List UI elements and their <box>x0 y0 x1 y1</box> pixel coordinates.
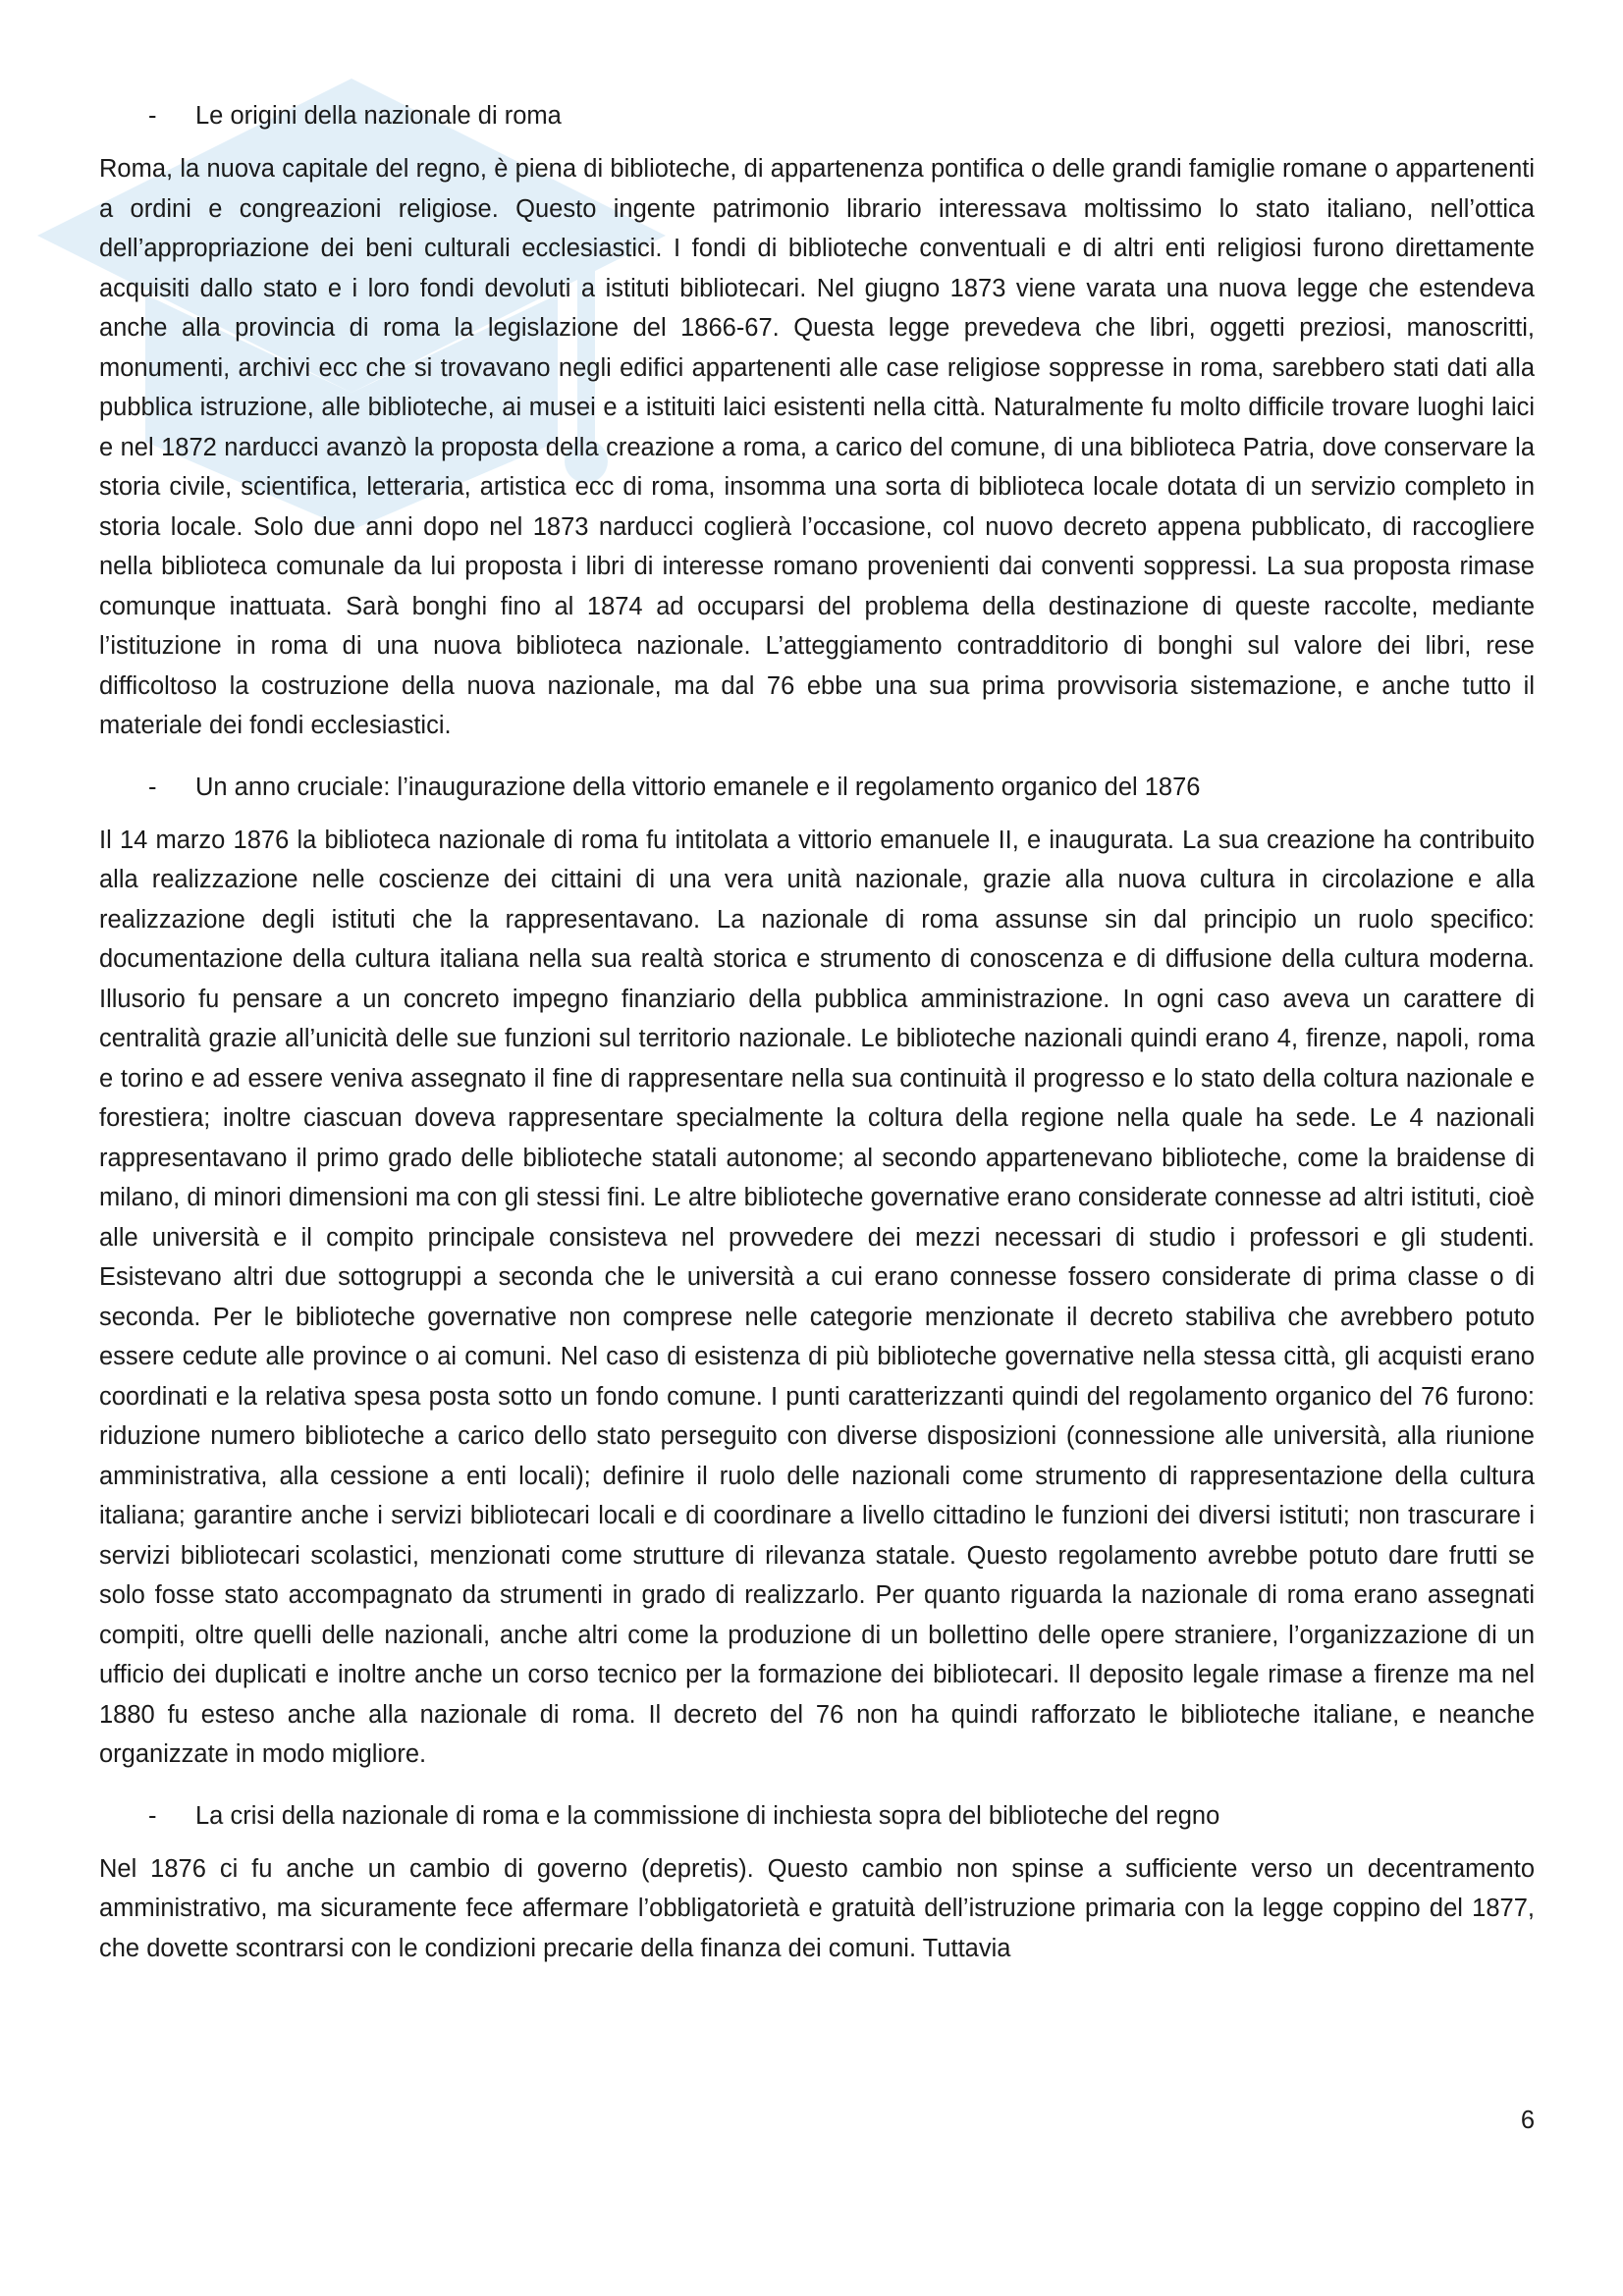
section-heading-3 <box>99 1796 1535 1836</box>
section-paragraph-3: Nel 1876 ci fu anche un cambio di governo (depretis). Questo cambio non spinse a sufficiente verso un decentramento amministrativo, ma sicuramente fece affermare l’obbligatorietà e gratuità dell’istruzione primaria con la legge coppino del 1877, che dovette scontrarsi con le condizioni precarie della finanza dei comuni. Tuttavia <box>99 1854 1535 1962</box>
page-number: 6 <box>1520 2107 1535 2134</box>
heading-bullet: - <box>148 102 157 130</box>
heading-text: Un anno cruciale: l’inaugurazione della vittorio emanele e il regolamento organico del 1876 <box>195 773 1201 801</box>
section-heading-1 <box>99 96 1535 135</box>
section-paragraph-2: Il 14 marzo 1876 la biblioteca nazionale di roma fu intitolata a vittorio emanuele II, e inaugurata. La sua creazione ha contribuito alla realizzazione nelle coscienze dei cittaini di una vera unità nazionale, grazie alla nuova cultura in circolazione e alla realizzazione degli istituti che la rappresentavano. La nazionale di roma assunse sin dal principio un ruolo specifico: documentazione della cultura italiana nella sua realtà storica e strumento di conoscenza e di diffusione della cultura moderna. Illusorio fu pensare a un concreto impegno finanziario della pubblica amministrazione. In ogni caso aveva un carattere di centralità grazie all’unicità delle sue funzioni sul territorio nazionale. Le biblioteche nazionali quindi erano 4, firenze, napoli, roma e torino e ad essere veniva assegnato il fine di rappresentare nella sua continuità il progresso e lo stato della coltura nazionale e forestiera; inoltre ciascuan doveva rappresentare specialmente la coltura della regione nella quale ha sede. Le 4 nazionali rappresentavano il primo grado delle biblioteche statali autonome; al secondo appartenevano biblioteche, come la braidense di milano, di minori dimensioni ma con gli stessi fini. Le altre biblioteche governative erano considerate connesse ad altri istituti, cioè alle università e il compito principale consisteva nel provvedere dei mezzi necessari di studio i professori e gli studenti. Esistevano altri due sottogruppi a seconda che le università a cui erano connesse fossero considerate di prima classe o di seconda. Per le biblioteche governative non comprese nelle categorie menzionate il decreto stabiliva che avrebbero potuto essere cedute alle province o ai comuni. Nel caso di esistenza di più biblioteche governative nella stessa città, gli acquisti erano coordinati e la relativa spesa posta sotto un fondo comune. I punti caratterizzanti quindi del regolamento organico del 76 furono: riduzione numero biblioteche a carico dello stato perseguito con diverse disposizioni (connessione alle università, alla riunione amministrativa, alla cessione a enti locali); definire il ruolo delle nazionali come strumento di rappresentazione della cultura italiana; garantire anche i servizi bibliotecari locali e di coordinare a livello cittadino le funzioni dei diversi istituti; non trascurare i servizi bibliotecari scolastici, menzionati come strutture di rilevanza statale. Questo regolamento avrebbe potuto dare frutti se solo fosse stato accompagnato da strumenti in grado di realizzarlo. Per quanto riguarda la nazionale di roma erano assegnati compiti, oltre quelli delle nazionali, anche altri come la produzione di un bollettino delle opere straniere, l’organizzazione di un ufficio dei duplicati e inoltre anche un corso tecnico per la formazione dei bibliotecari. Il deposito legale rimase a firenze ma nel 1880 fu esteso anche alla nazionale di roma. Il decreto del 76 non ha quindi rafforzato le biblioteche italiane, e neanche organizzate in modo migliore. <box>99 826 1535 1768</box>
document-body <box>99 96 1535 1990</box>
heading-bullet: - <box>148 773 157 801</box>
heading-bullet: - <box>148 1801 157 1830</box>
heading-text: Le origini della nazionale di roma <box>195 102 562 130</box>
heading-text: La crisi della nazionale di roma e la commissione di inchiesta sopra del biblioteche del regno <box>195 1801 1220 1830</box>
section-heading-2 <box>99 768 1535 807</box>
section-paragraph-1: Roma, la nuova capitale del regno, è piena di biblioteche, di appartenenza pontifica o delle grandi famiglie romane o appartenenti a ordini e congreazioni religiose. Questo ingente patrimonio librario interessava moltissimo lo stato italiano, nell’ottica dell’appropriazione dei beni culturali ecclesiastici. I fondi di biblioteche conventuali e di altri enti religiosi furono direttamente acquisiti dallo stato e i loro fondi devoluti a istituti bibliotecari. Nel giugno 1873 viene varata una nuova legge che estendeva anche alla provincia di roma la legislazione del 1866-67. Questa legge prevedeva che libri, oggetti preziosi, manoscritti, monumenti, archivi ecc che si trovavano negli edifici appartenenti alle case religiose soppresse in roma, sarebbero stati dati alla pubblica istruzione, alle biblioteche, ai musei e a istituiti laici esistenti nella città. Naturalmente fu molto difficile trovare luoghi laici e nel 1872 narducci avanzò la proposta della creazione a roma, a carico del comune, di una biblioteca Patria, dove conservare la storia civile, scientifica, letteraria, artistica ecc di roma, insomma una sorta di biblioteca locale dotata di un servizio completo in storia locale. Solo due anni dopo nel 1873 narducci coglierà l’occasione, col nuovo decreto appena pubblicato, di raccogliere nella biblioteca comunale da lui proposta i libri di interesse romano provenienti dai conventi soppressi. La sua proposta rimase comunque inattuata. Sarà bonghi fino al 1874 ad occuparsi del problema della destinazione di queste raccolte, mediante l’istituzione in roma di una nuova biblioteca nazionale. L’atteggiamento contradditorio di bonghi sul valore dei libri, rese difficoltoso la costruzione della nuova nazionale, ma dal 76 ebbe una sua prima provvisoria sistemazione, e anche tutto il materiale dei fondi ecclesiastici. <box>99 155 1535 739</box>
